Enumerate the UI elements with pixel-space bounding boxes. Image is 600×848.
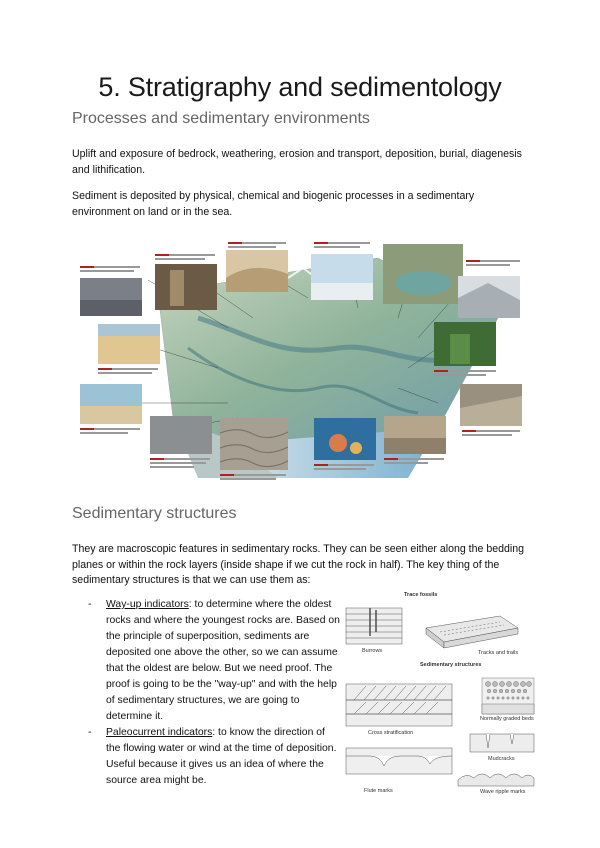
label-cross-stratification: Cross stratification [368, 730, 414, 736]
photo-cave [155, 264, 217, 310]
label-sedimentary-structures: Sedimentary structures [420, 662, 482, 668]
environments-illustration [78, 238, 528, 486]
photo-glacier [458, 276, 520, 318]
burrows-drawing [346, 608, 402, 644]
label-normally-graded-beds: Normally graded beds [480, 716, 534, 722]
label-flute-marks: Flute marks [364, 788, 393, 794]
label-tracks-and-trails: Tracks and trails [478, 650, 519, 656]
flute-marks-drawing [346, 748, 452, 774]
photo-forest [434, 322, 496, 366]
graded-beds-drawing [482, 678, 534, 714]
photo-deep-sea [150, 416, 212, 454]
section-heading-structures: Sedimentary structures [72, 505, 237, 522]
photo-dunes [226, 250, 288, 292]
structures-figure [340, 588, 540, 798]
wave-ripples-drawing [458, 774, 534, 786]
paragraph-structures-intro: They are macroscopic features in sedimentary rocks. They can be seen either along the bedding planes or within the rock layers (inside shape if we cut the rock in half). The key thing of the sedimentary structures is that we can use them as: [72, 543, 525, 586]
photo-beach-sand [98, 324, 160, 364]
environments-diagram [78, 238, 528, 486]
paragraph-processes: Uplift and exposure of bedrock, weathering, erosion and transport, deposition, burial, diagenesis and lithification. [72, 148, 522, 176]
photo-alluvial [384, 416, 446, 454]
page-title: 5. Stratigraphy and sedimentology [98, 72, 502, 102]
label-wave-ripple-marks: Wave ripple marks [480, 789, 526, 795]
photo-beach-gravel [80, 278, 142, 316]
photo-salt-lake [311, 254, 373, 300]
tracks-drawing [426, 616, 518, 648]
term-paleocurrent-indicators: Paleocurrent indicators [106, 727, 213, 738]
bullet-dash: - [88, 727, 92, 738]
label-burrows: Burrows [362, 648, 383, 654]
label-mudcracks: Mudcracks [488, 756, 515, 762]
structures-drawings [340, 588, 540, 798]
photo-river-gravel [460, 384, 522, 426]
label-trace-fossils: Trace fossils [404, 592, 438, 598]
paleocurrent-description: : to know the direction of the flowing water or wind at the time of deposition. Useful because it gives us an idea of where the source area might be. [106, 727, 337, 786]
mudcracks-drawing [470, 734, 534, 752]
indicator-list [88, 597, 342, 789]
term-way-up-indicators: Way-up indicators [106, 599, 189, 610]
photo-reef [314, 418, 376, 460]
section-heading-environments: Processes and sedimentary environments [72, 110, 370, 127]
cross-stratification-drawing [346, 684, 452, 726]
bullet-dash: - [88, 599, 92, 610]
list-item-way-up [88, 597, 342, 725]
photo-lagoon [80, 384, 142, 424]
list-item-paleocurrent [88, 725, 342, 789]
photo-ripples [220, 418, 288, 470]
paragraph-deposition: Sediment is deposited by physical, chemical and biogenic processes in a sedimentary environment on land or in the sea. [72, 190, 475, 218]
photo-lake [383, 244, 463, 304]
way-up-description: : to determine where the oldest rocks and where the youngest rocks are. Based on the principle of superposition, sediments are deposited one above the other, so we can assume that the oldest are below. But we need proof. The proof is going to be the "way-up" and with the help of sedimentary structures, we are going to determine it. [106, 599, 340, 722]
